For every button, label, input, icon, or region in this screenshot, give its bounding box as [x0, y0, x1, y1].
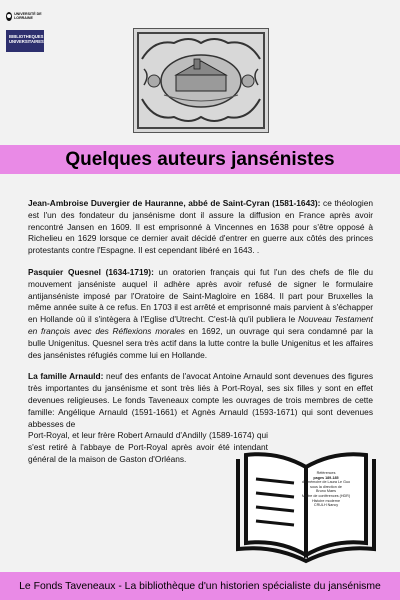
paragraph-quesnel	[28, 267, 373, 361]
open-book-icon	[234, 449, 378, 567]
engraving-illustration	[134, 29, 268, 132]
paragraph-text: en 1692, un ouvrage qui sera condamné par la bulle Unigenitus. Quesnel sera très actif dans la lutte contre la bulle Unigenitus et les affaires des jansénistes réfugiés comme lui en Hollande.	[28, 325, 373, 360]
paragraph-arnauld-continued: Port-Royal, et leur frère Robert Arnauld d'Andilly (1589-1674) qui s'est retiré à l'abbaye de Port-Royal après avoir été intendant général de la maison de Gaston d'Orléans.	[28, 430, 268, 464]
title-banner	[0, 145, 400, 174]
book-title: Nouveau Testament en françois avec des Réflexions morales	[28, 314, 374, 336]
author-name-quesnel: Pasquier Quesnel (1634-1719):	[28, 266, 154, 277]
library-logo: BIBLIOTHEQUES UNIVERSITAIRES	[6, 30, 44, 52]
university-logo-mark	[6, 12, 12, 21]
reference-line: pages 189-185	[313, 475, 339, 480]
footer-text: Le Fonds Taveneaux - La bibliothèque d'un historien spécialiste du jansénisme	[19, 580, 381, 592]
paragraph-text: ce théologien est l'un des fondateur du jansénisme dont il assure la diffusion en France après avoir rencontré Jansen en 1609. Il est emprisonné à Vincennes en 1638 pour s'être opposé à Richelieu en 1629 lorsque ce dernier avait décidé d'entrer en guerre aux côtés des princes protestants contre l'Espagne. Il est cependant libéré en 1643. .	[28, 198, 373, 256]
author-name-saint-cyran: Jean-Ambroise Duvergier de Hauranne, abbé de Saint-Cyran (1581-1643):	[28, 198, 321, 208]
article-body	[28, 198, 373, 476]
paragraph-text: neuf des enfants de l'avocat Antoine Arnauld sont devenues des figures très importantes du jansénisme et sont très liés à Port-Royal, ses six filles y sont en effet devenues religieuses. Le fonds Taveneaux compte les ouvrages de trois membres de cette famille: Angélique Arnauld (1591-1661) et Agnès Arnauld (1593-1671) qui sont devenues abbesses de	[28, 371, 373, 429]
university-logo	[6, 8, 46, 24]
footer-banner	[0, 572, 400, 600]
reference-note	[285, 471, 367, 508]
paragraph-saint-cyran	[28, 198, 373, 257]
page-title: Quelques auteurs jansénistes	[65, 148, 335, 170]
reference-line: du mémoire de Laura Le Guo	[301, 480, 351, 485]
reference-line: CRULH Nancy	[313, 503, 339, 508]
reference-line: Références	[316, 471, 336, 475]
university-logo-text: UNIVERSITÉ DE LORRAINE	[14, 12, 42, 20]
author-name-arnauld: La famille Arnauld:	[28, 371, 104, 382]
engraving-image	[133, 28, 269, 133]
paragraph-text: un oratorien français qui fut l'un des chefs de file du mouvement janséniste auquel il adhère après avoir refusé de signer le formulaire antijanséniste imposé par l'Oratoire de Saint-Magloire en 1684. Il part pour Bruxelles la même année suite à ce refus. En 1703 il est arrêté et emprisonné mais parvient à s'échapper en Hollande où il s'intègera à l'Eglise d'Utrecht. C'est-là qu'il publiera le	[28, 266, 373, 325]
paragraph-arnauld	[28, 371, 373, 430]
reference-line: Bruno Maes	[316, 489, 336, 494]
reference-line: sous la direction de	[310, 484, 342, 489]
reference-line: Histoire moderne	[311, 498, 341, 503]
reference-line: Maître de conférences (HDR)	[301, 493, 351, 498]
